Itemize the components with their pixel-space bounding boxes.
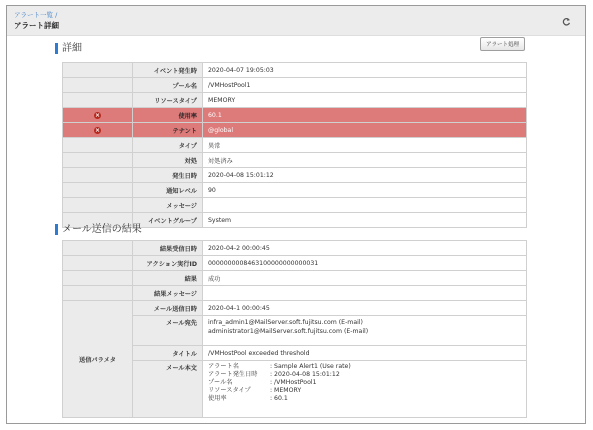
field-label: メール送信日時 bbox=[133, 301, 203, 316]
body-key: プール名 bbox=[208, 379, 233, 386]
mail-body-content bbox=[208, 363, 521, 403]
detail-row-action bbox=[63, 153, 527, 168]
page-title: アラート詳細 bbox=[14, 21, 59, 30]
mail-row-send-time bbox=[63, 301, 527, 316]
recipient-address: infra_admin1@MailServer.soft.fujitsu.com (E-mail) bbox=[208, 319, 363, 326]
field-label: イベント発生時 bbox=[133, 63, 203, 78]
field-label: タイトル bbox=[133, 346, 203, 361]
field-value: 90 bbox=[203, 183, 527, 198]
field-value: /VMHostPool exceeded threshold bbox=[203, 346, 527, 361]
field-label: 対処 bbox=[133, 153, 203, 168]
field-label: アクション実行ID bbox=[133, 256, 203, 271]
field-label: リソースタイプ bbox=[133, 93, 203, 108]
field-label: 結果メッセージ bbox=[133, 286, 203, 301]
detail-row-type bbox=[63, 138, 527, 153]
body-value: : 2020-04-08 15:01:12 bbox=[270, 371, 340, 378]
field-value bbox=[203, 316, 527, 346]
detail-row-tenant bbox=[63, 123, 527, 138]
mail-row-recipients bbox=[63, 316, 527, 346]
detail-row-occurrence-time bbox=[63, 168, 527, 183]
field-value: 異常 bbox=[203, 138, 527, 153]
field-label: テナント bbox=[133, 123, 203, 138]
breadcrumb-alert-list[interactable]: アラート一覧 / bbox=[14, 11, 58, 19]
field-value: 対処済み bbox=[203, 153, 527, 168]
field-label: 発生日時 bbox=[133, 168, 203, 183]
mail-row-action-id bbox=[63, 256, 527, 271]
alert-action-button[interactable]: アラート処理 bbox=[480, 37, 525, 51]
mail-row-result bbox=[63, 271, 527, 286]
field-value: 成功 bbox=[203, 271, 527, 286]
field-value bbox=[203, 286, 527, 301]
field-value: 2020-04-07 19:05:03 bbox=[203, 63, 527, 78]
detail-row-message bbox=[63, 198, 527, 213]
mail-section-title: メール送信の結果 bbox=[55, 224, 142, 235]
error-icon: × bbox=[94, 126, 101, 134]
body-value: : MEMORY bbox=[270, 387, 302, 394]
detail-row-resource-type bbox=[63, 93, 527, 108]
field-label: 結果受信日時 bbox=[133, 241, 203, 256]
details-section-title: 詳細 bbox=[55, 43, 82, 54]
detail-row-notify-level bbox=[63, 183, 527, 198]
field-label: 通知レベル bbox=[133, 183, 203, 198]
body-value: : /VMHostPool1 bbox=[270, 379, 317, 386]
mail-row-body bbox=[63, 361, 527, 418]
field-value: 2020-04-08 15:01:12 bbox=[203, 168, 527, 183]
detail-row-event-time bbox=[63, 63, 527, 78]
field-value: MEMORY bbox=[203, 93, 527, 108]
body-value: : 60.1 bbox=[270, 395, 288, 402]
field-value bbox=[203, 198, 527, 213]
body-key: リソースタイプ bbox=[208, 387, 251, 394]
body-value: : Sample Alert1 (Use rate) bbox=[270, 363, 351, 370]
field-value: /VMHostPool1 bbox=[203, 78, 527, 93]
field-value: @global bbox=[203, 123, 527, 138]
field-label: プール名 bbox=[133, 78, 203, 93]
body-key: 使用率 bbox=[208, 395, 227, 402]
field-value: 2020-04-2 00:00:45 bbox=[203, 241, 527, 256]
page-header bbox=[7, 6, 585, 36]
mail-row-received-time bbox=[63, 241, 527, 256]
field-label: タイプ bbox=[133, 138, 203, 153]
recipient-address: administrator1@MailServer.soft.fujitsu.com (E-mail) bbox=[208, 328, 369, 335]
field-label: 結果 bbox=[133, 271, 203, 286]
body-key: アラート名 bbox=[208, 363, 239, 370]
mail-row-result-message bbox=[63, 286, 527, 301]
error-icon: × bbox=[94, 111, 101, 119]
field-value: 0000000008463100000000000031 bbox=[203, 256, 527, 271]
mail-row-subject bbox=[63, 346, 527, 361]
send-params-group-label: 送信パラメタ bbox=[63, 301, 133, 418]
detail-row-pool-name bbox=[63, 78, 527, 93]
field-value: System bbox=[203, 213, 527, 228]
event-detail-table bbox=[62, 62, 527, 138]
refresh-icon[interactable] bbox=[562, 17, 571, 26]
detail-row-usage-rate bbox=[63, 108, 527, 123]
field-label: メッセージ bbox=[133, 198, 203, 213]
status-detail-table bbox=[62, 137, 527, 228]
field-label: イベントグループ bbox=[133, 213, 203, 228]
field-value bbox=[203, 361, 527, 418]
field-value: 2020-04-1 00:00:45 bbox=[203, 301, 527, 316]
mail-result-table bbox=[62, 240, 527, 418]
field-label: メール本文 bbox=[133, 361, 203, 418]
field-label: メール宛先 bbox=[133, 316, 203, 346]
field-value: 60.1 bbox=[203, 108, 527, 123]
body-key: アラート発生日時 bbox=[208, 371, 258, 378]
field-label: 使用率 bbox=[133, 108, 203, 123]
